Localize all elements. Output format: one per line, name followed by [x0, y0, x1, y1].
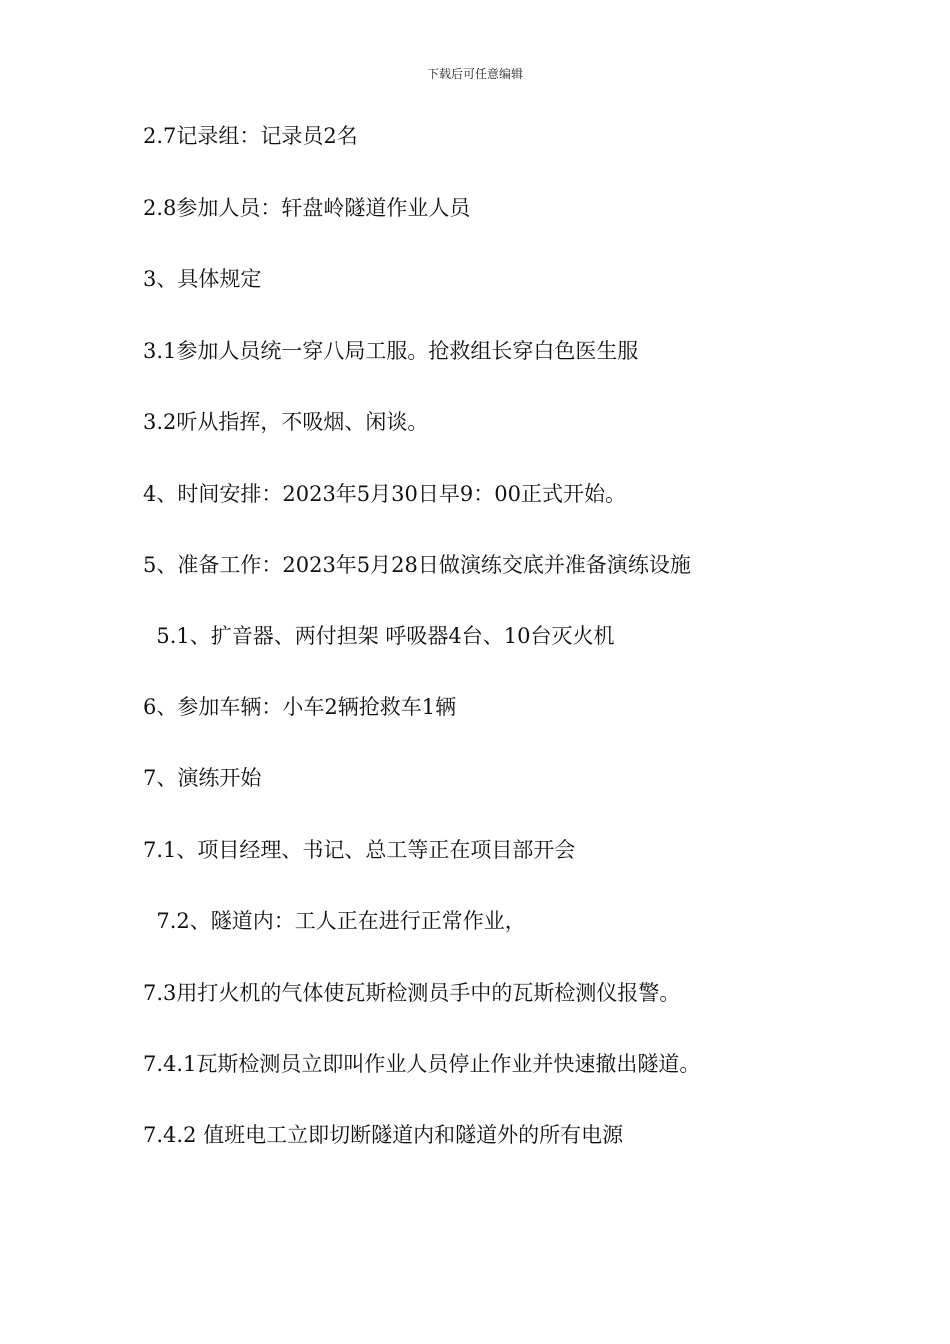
paragraph-4: 4、时间安排：2023年5月30日早9：00正式开始。: [143, 482, 626, 506]
paragraph-2-7: 2.7记录组：记录员2名: [143, 124, 358, 148]
paragraph-3-1: 3.1参加人员统一穿八局工服。抢救组长穿白色医生服: [143, 339, 639, 363]
paragraph-7-1: 7.1、项目经理、书记、总工等正在项目部开会: [143, 838, 576, 862]
page-header: 下载后可任意编辑: [426, 67, 523, 81]
heading-3: 3、具体规定: [143, 267, 262, 291]
paragraph-7-4-2: 7.4.2 值班电工立即切断隧道内和隧道外的所有电源: [143, 1123, 624, 1147]
paragraph-3-2: 3.2听从指挥，不吸烟、闲谈。: [143, 410, 429, 434]
paragraph-5: 5、准备工作：2023年5月28日做演练交底并准备演练设施: [143, 553, 691, 577]
paragraph-7-3: 7.3用打火机的气体使瓦斯检测员手中的瓦斯检测仪报警。: [143, 981, 681, 1005]
paragraph-5-1: 5.1、扩音器、两付担架 呼吸器4台、10台灭火机: [143, 624, 615, 648]
paragraph-2-8: 2.8参加人员：轩盘岭隧道作业人员: [143, 196, 471, 220]
paragraph-7-4-1: 7.4.1瓦斯检测员立即叫作业人员停止作业并快速撤出隧道。: [143, 1052, 701, 1076]
paragraph-6: 6、参加车辆：小车2辆抢救车1辆: [143, 695, 457, 719]
paragraph-7-2: 7.2、隧道内：工人正在进行正常作业，: [143, 909, 526, 933]
heading-7: 7、演练开始: [143, 766, 262, 790]
